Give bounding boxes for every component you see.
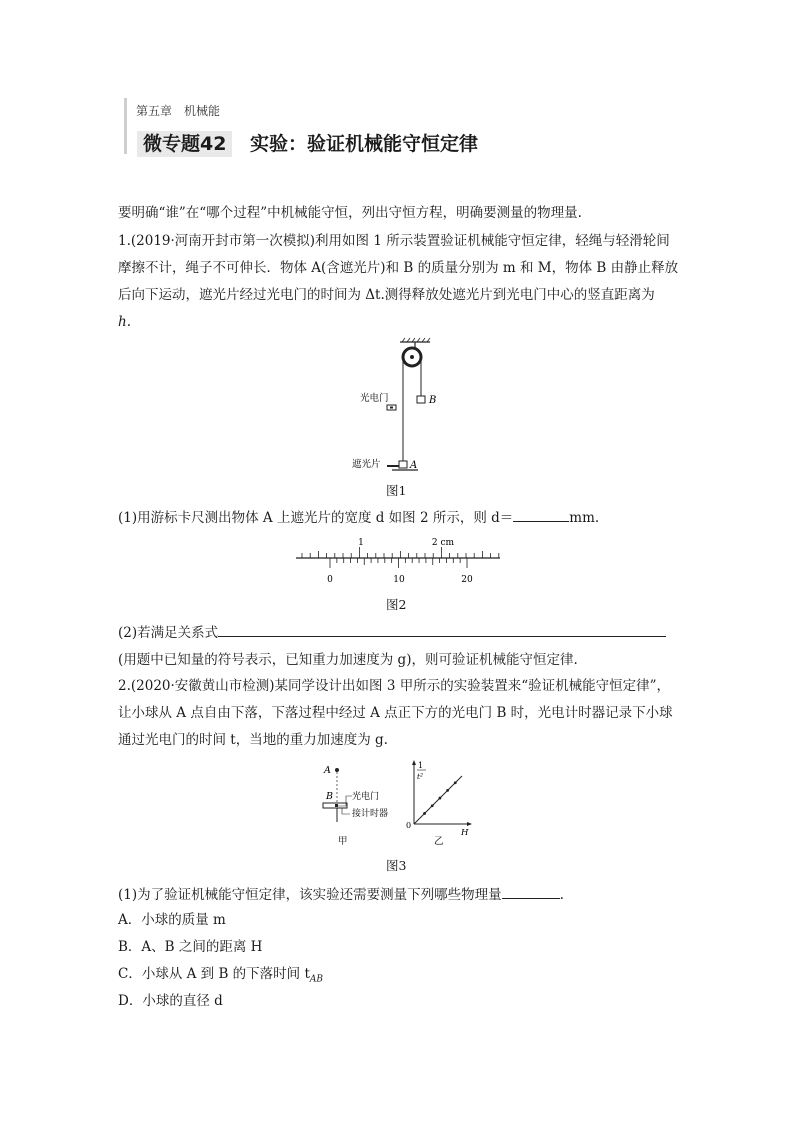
q2-sub1 [118, 885, 564, 904]
figure-1-caption: 图1 [386, 483, 407, 498]
block-b [417, 396, 425, 403]
figure-2-caption: 图2 [386, 597, 407, 612]
intro-text: 要明确“谁”在“哪个过程”中机械能守恒，列出守恒方程，明确要测量的物理量. [118, 205, 582, 221]
main-scale-ticks [302, 547, 499, 558]
q1-sub2-text: (2)若满足关系式 [118, 625, 219, 641]
option-b: B．A、B 之间的距离 H [118, 939, 263, 955]
fig3-label-yi: 乙 [434, 836, 444, 847]
fig3-label-timer: 接计时器 [352, 809, 389, 819]
y-label-den: t² [417, 772, 424, 781]
label-b: B [429, 395, 437, 406]
q2-sub1-end: . [559, 887, 564, 903]
ceiling-hatch [402, 338, 430, 342]
topic-badge: 微专题42 [137, 131, 232, 157]
q1-sub1-text: (1)用游标卡尺测出物体 A 上遮光片的宽度 d 如图 2 所示，则 d＝ [118, 510, 514, 526]
main-label-2cm: 2 cm [431, 538, 455, 548]
chapter-label: 第五章 机械能 [136, 104, 221, 118]
q1-line-4: h. [118, 314, 131, 330]
q1-sub1-unit: mm. [569, 510, 600, 526]
fig3-label-b: B [326, 791, 333, 802]
q1-sub1 [118, 508, 599, 527]
vernier-label-10: 10 [393, 575, 405, 585]
fig3-label-a: A [324, 765, 331, 776]
graph-point [454, 781, 457, 784]
option-c [118, 965, 323, 989]
vernier-label-20: 20 [461, 575, 473, 585]
answer-blank-quantities[interactable] [502, 885, 560, 899]
label-a: A [410, 460, 418, 471]
ball [335, 768, 339, 772]
figure-2-vernier [290, 534, 510, 586]
pulley-axle [410, 355, 414, 359]
graph-point [423, 812, 426, 815]
option-d: D．小球的直径 d [118, 993, 223, 1009]
option-c-subscript: AB [309, 974, 324, 985]
q1-line-2: 摩擦不计，绳子不可伸长．物体 A(含遮光片)和 B 的质量分别为 m 和 M，物体 B 由静止释放 [118, 260, 679, 276]
vernier-scale-ticks [330, 558, 467, 568]
figure-3-apparatus [318, 758, 408, 850]
fig3-label-photogate: 光电门 [352, 792, 380, 802]
header-divider [124, 98, 127, 154]
q2-line-1: 2.(2020·安徽黄山市检测)某同学设计出如图 3 甲所示的实验装置来“验证机械能守恒定律”， [118, 678, 671, 694]
q2-line-3: 通过光电门的时间 t，当地的重力加速度为 g. [118, 732, 388, 748]
q2-line-2: 让小球从 A 点自由下落，下落过程中经过 A 点正下方的光电门 B 时，光电计时器记录下小球 [118, 705, 673, 721]
graph-point [431, 804, 434, 807]
answer-blank-d[interactable] [513, 508, 569, 522]
figure-3-graph [398, 758, 478, 850]
figure-1-apparatus [340, 336, 460, 476]
option-a: A．小球的质量 m [118, 912, 226, 928]
vernier-label-0: 0 [327, 575, 333, 585]
x-label: H [461, 828, 469, 838]
q1-line-1: 1.(2019·河南开封市第一次模拟)利用如图 1 所示装置验证机械能守恒定律，轻绳与轻滑轮间 [118, 233, 670, 249]
q1-line-3: 后向下运动，遮光片经过光电门的时间为 Δt.测得释放处遮光片到光电门中心的竖直距离为 [118, 287, 655, 303]
block-a [399, 461, 407, 468]
page-title: 实验：验证机械能守恒定律 [250, 133, 479, 155]
main-label-1: 1 [358, 538, 364, 548]
origin-label: 0 [406, 821, 412, 830]
y-label-num: 1 [418, 761, 424, 770]
fig3-label-jia: 甲 [338, 836, 348, 847]
label-shading-plate: 遮光片 [352, 459, 381, 470]
q1-sub2-line2: (用题中已知量的符号表示，已知重力加速度为 g)，则可验证机械能守恒定律. [118, 652, 578, 668]
label-photogate: 光电门 [360, 393, 389, 404]
figure-3-caption: 图3 [386, 858, 407, 873]
option-c-text: C．小球从 A 到 B 的下落时间 t [118, 966, 310, 982]
graph-point [439, 797, 442, 800]
answer-blank-relation[interactable] [218, 623, 666, 637]
q2-sub1-text: (1)为了验证机械能守恒定律，该实验还需要测量下列哪些物理量 [118, 887, 502, 903]
q1-sub2 [118, 623, 666, 642]
graph-point [446, 789, 449, 792]
